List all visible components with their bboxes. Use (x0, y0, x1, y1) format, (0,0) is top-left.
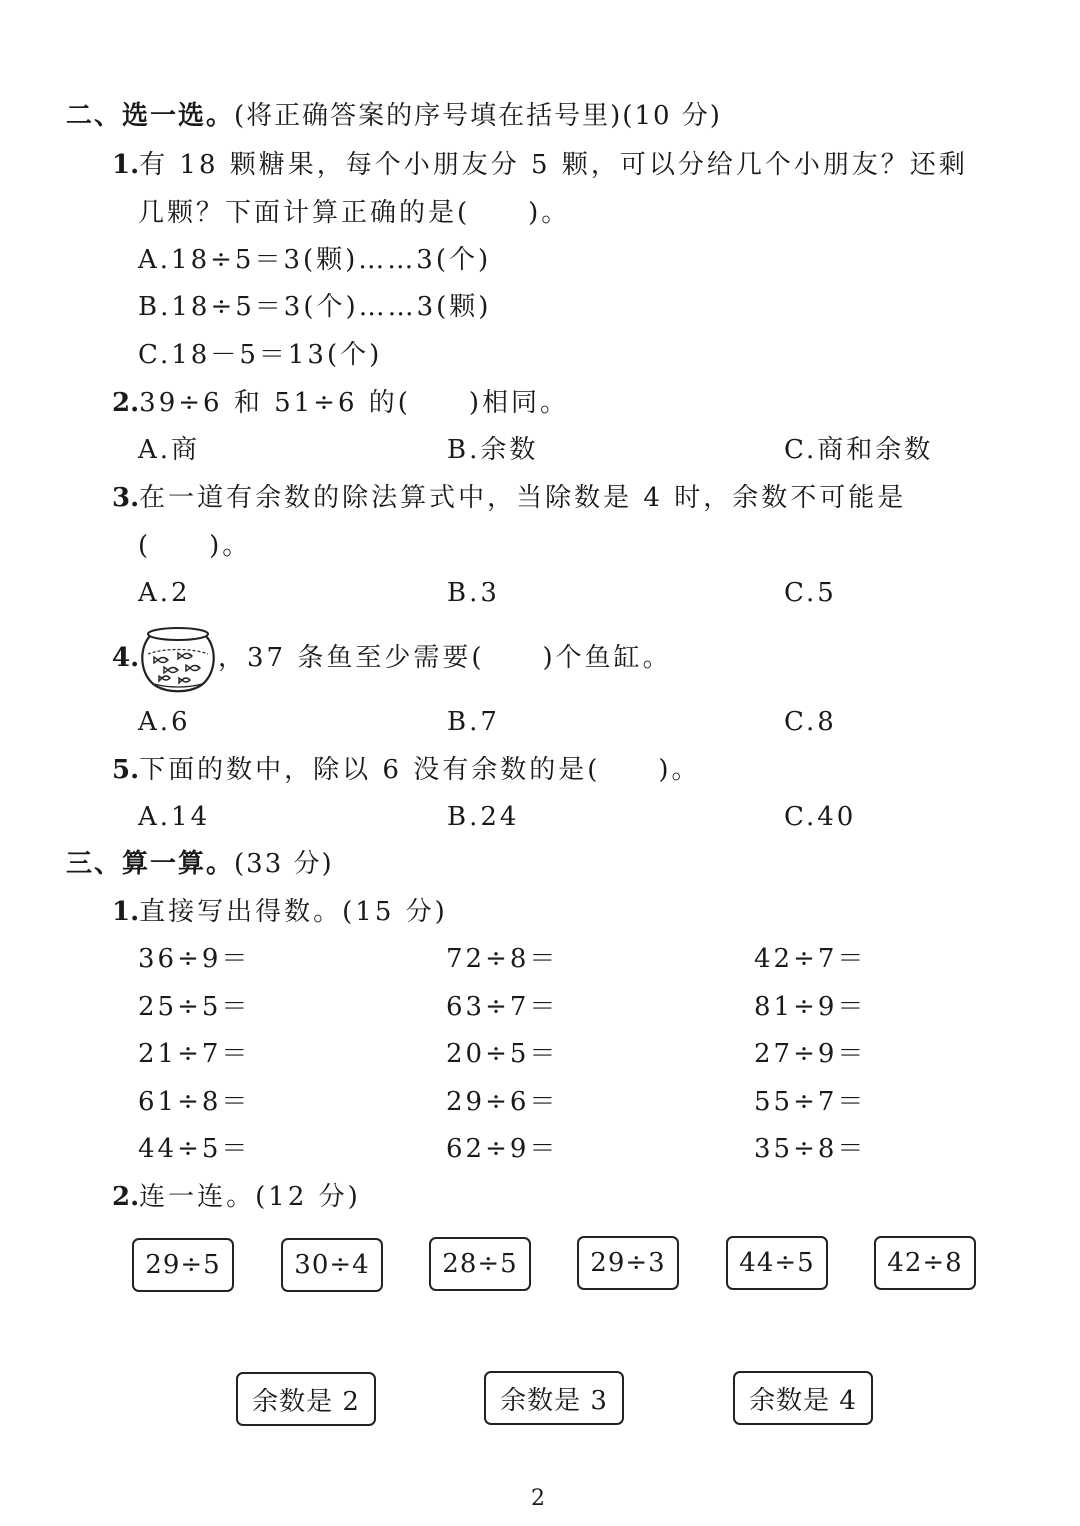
q2-option-b: B.余数 (447, 435, 539, 465)
section-3-heading (66, 851, 334, 877)
calc-4-2: 35÷8＝ (754, 1134, 867, 1164)
expression-box[interactable]: 44÷5 (726, 1236, 828, 1290)
q1-line2: 几颗？下面计算正确的是( )。 (138, 198, 571, 228)
q3-option-a: A.2 (138, 578, 191, 608)
calc-4-1: 62÷9＝ (446, 1134, 559, 1164)
q5-option-a: A.14 (138, 802, 211, 832)
calc-1-2: 81÷9＝ (754, 992, 867, 1022)
expression-box[interactable]: 42÷8 (874, 1236, 976, 1290)
section-2-title: 二、选一选。 (66, 101, 235, 131)
calc-3-0: 61÷8＝ (138, 1087, 251, 1117)
q3-text-line1: 在一道有余数的除法算式中，当除数是 4 时，余数不可能是 (139, 483, 907, 513)
expression-box[interactable]: 30÷4 (281, 1238, 383, 1292)
q3-option-b: B.3 (447, 578, 500, 608)
q2-line (112, 390, 569, 416)
calc-1-1: 63÷7＝ (446, 992, 559, 1022)
q5-line (112, 757, 701, 783)
fish-bowl-icon (138, 624, 218, 694)
q5-option-b: B.24 (447, 802, 520, 832)
q2-number: 2. (112, 388, 140, 418)
remainder-box[interactable]: 余数是 2 (236, 1372, 376, 1426)
q4-option-a: A.6 (138, 707, 191, 737)
remainder-box[interactable]: 余数是 4 (733, 1371, 873, 1425)
q3-number: 3. (112, 483, 140, 513)
part2-number: 2. (112, 1182, 140, 1212)
q1-option-c: C.18－5＝13(个) (138, 340, 383, 370)
q5-option-c: C.40 (784, 802, 857, 832)
q3-line1 (112, 485, 906, 511)
q3-option-c: C.5 (784, 578, 837, 608)
q1-option-a: A.18÷5＝3(颗)……3(个) (138, 245, 492, 275)
q4-number-line (112, 645, 139, 671)
section-2-note: (将正确答案的序号填在括号里)(10 分) (234, 101, 722, 131)
calc-0-2: 42÷7＝ (754, 944, 867, 974)
remainder-box[interactable]: 余数是 3 (484, 1371, 624, 1425)
calc-0-1: 72÷8＝ (446, 944, 559, 974)
q4-text: ，37 条鱼至少需要( )个鱼缸。 (218, 643, 672, 673)
q2-option-a: A.商 (138, 435, 201, 465)
section-3-note: (33 分) (234, 849, 334, 879)
expression-box[interactable]: 29÷3 (577, 1236, 679, 1290)
q5-text: 下面的数中，除以 6 没有余数的是( )。 (139, 755, 701, 785)
calc-2-0: 21÷7＝ (138, 1039, 251, 1069)
calc-1-0: 25÷5＝ (138, 992, 251, 1022)
q3-line2: ( )。 (138, 531, 252, 561)
part1-number: 1. (112, 897, 140, 927)
calc-2-2: 27÷9＝ (754, 1039, 867, 1069)
q2-text: 39÷6 和 51÷6 的( )相同。 (139, 388, 570, 418)
expression-box[interactable]: 29÷5 (132, 1238, 234, 1292)
section-2-heading (66, 103, 722, 129)
section-3-title: 三、算一算。 (66, 849, 235, 879)
q4-option-b: B.7 (447, 707, 500, 737)
expression-box[interactable]: 28÷5 (429, 1237, 531, 1291)
q1-number: 1. (112, 150, 140, 180)
part2-line (112, 1184, 361, 1210)
part1-line (112, 899, 448, 925)
calc-0-0: 36÷9＝ (138, 944, 251, 974)
q5-number: 5. (112, 755, 140, 785)
q1-text-line1: 有 18 颗糖果，每个小朋友分 5 颗，可以分给几个小朋友？还剩 (139, 150, 968, 180)
q4-number: 4. (112, 643, 140, 673)
q1-line1 (112, 152, 968, 178)
calc-4-0: 44÷5＝ (138, 1134, 251, 1164)
page-number: 2 (531, 1486, 548, 1511)
q1-option-b: B.18÷5＝3(个)……3(颗) (138, 292, 492, 322)
calc-2-1: 20÷5＝ (446, 1039, 559, 1069)
calc-3-2: 55÷7＝ (754, 1087, 867, 1117)
calc-3-1: 29÷6＝ (446, 1087, 559, 1117)
q2-option-c: C.商和余数 (784, 435, 934, 465)
part2-text: 连一连。(12 分) (139, 1182, 361, 1212)
q4-option-c: C.8 (784, 707, 837, 737)
part1-text: 直接写出得数。(15 分) (139, 897, 448, 927)
